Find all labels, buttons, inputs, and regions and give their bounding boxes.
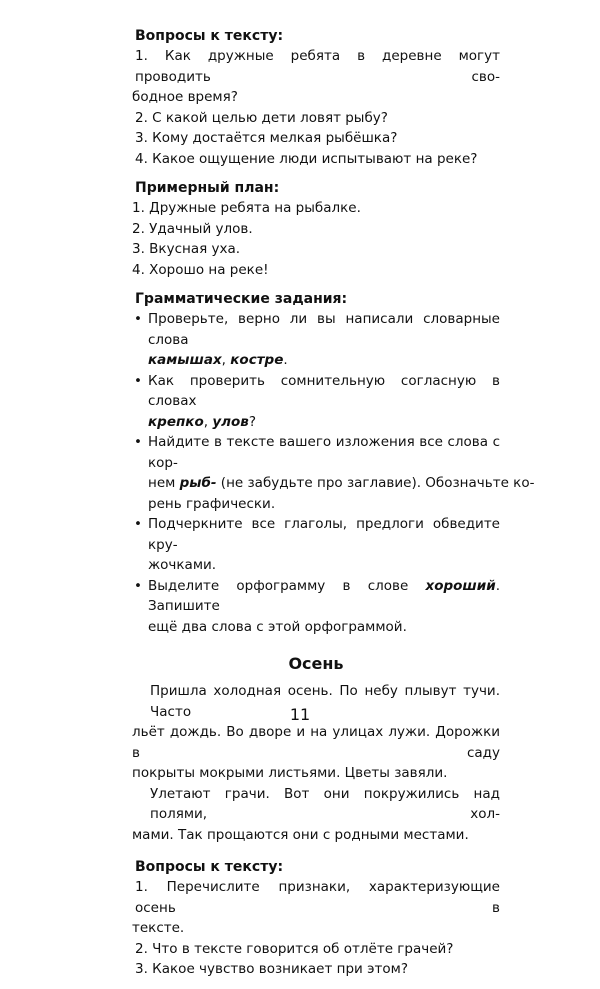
- grammar-task-list: [132, 309, 535, 637]
- grammar-section: [132, 289, 535, 637]
- question-item-2: 2. С какой целью дети ловят рыбу?: [135, 109, 388, 126]
- bullet-icon: •: [134, 434, 142, 450]
- grammar-task-2: • Как проверить сомнительную согласную в словах крепко, улов?: [134, 372, 500, 430]
- questions-heading-1: Вопросы к тексту:: [135, 28, 284, 44]
- question-item-3: 3. Кому достаётся мелкая рыбёшка?: [135, 130, 398, 146]
- bullet-icon: •: [134, 372, 142, 389]
- grammar-heading: Грамматические задания:: [135, 291, 348, 307]
- question-item-4: 4. Какое ощущение люди испытывают на реке?: [135, 150, 478, 167]
- question2-item-1-line1: 1. Перечислите признаки, характеризующие осень в: [135, 879, 500, 916]
- grammar-task-4: • Подчеркните все глаголы, предлоги обведите кру- жочками.: [134, 516, 500, 573]
- story-p1-line2: льёт дождь. Во дворе и на улицах лужи. Дорожки в саду: [132, 724, 500, 761]
- question2-item-1-line2: тексте.: [132, 920, 185, 936]
- story-p1-line3: покрыты мокрыми листьями. Цветы завяли.: [132, 765, 448, 781]
- question-item-1-line1: 1. Как дружные ребята в деревне могут проводить сво-: [135, 48, 500, 85]
- story-section: [132, 653, 500, 845]
- bullet-icon: •: [134, 516, 142, 532]
- bullet-icon: •: [134, 577, 142, 594]
- plan-item-2: 2. Удачный улов.: [132, 220, 253, 237]
- story-p1-line1: Пришла холодная осень. По небу плывут тучи. Часто: [150, 683, 500, 720]
- questions-section-2: [132, 857, 500, 980]
- story-p2-line2: мами. Так прощаются они с родными местами.: [132, 826, 469, 843]
- grammar-task-3: • Найдите в тексте вашего изложения все слова с кор- нем рыб- (не забудьте про заглавие). Обозначьте ко- рень графически.: [134, 434, 535, 512]
- plan-section: [132, 178, 500, 280]
- text-column: [132, 26, 535, 989]
- plan-item-3: 3. Вкусная уха.: [132, 241, 241, 257]
- grammar-task-5: • Выделите орфограмму в слове хороший. Запишите ещё два слова с этой орфограммой.: [134, 577, 500, 635]
- questions-section-1: [132, 26, 500, 169]
- bullet-icon: •: [134, 311, 142, 327]
- questions-heading-2: Вопросы к тексту:: [135, 859, 284, 875]
- grammar-task-1: • Проверьте, верно ли вы написали словарные слова камышах, костре.: [134, 311, 500, 368]
- question2-item-3: 3. Какое чувство возникает при этом?: [135, 961, 408, 977]
- question2-item-2: 2. Что в тексте говорится об отлёте грачей?: [135, 940, 454, 957]
- plan-item-4: 4. Хорошо на реке!: [132, 261, 269, 278]
- page-number: 11: [289, 705, 311, 724]
- story-title: Осень: [288, 654, 344, 673]
- plan-heading: Примерный план:: [135, 180, 280, 196]
- question-item-1-line2: бодное время?: [132, 89, 238, 105]
- plan-item-1: 1. Дружные ребята на рыбалке.: [132, 200, 361, 216]
- story-p2-line1: Улетают грачи. Вот они покружились над полями, хол-: [150, 785, 500, 822]
